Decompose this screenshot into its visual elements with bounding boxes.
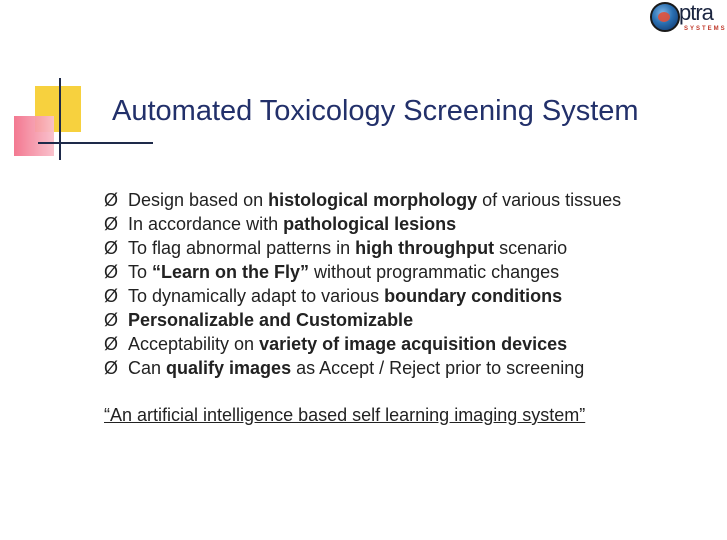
bullet-item — [104, 212, 621, 236]
logo-text: ptra — [679, 0, 713, 25]
bullet-emphasis: boundary conditions — [384, 286, 563, 306]
bullet-item — [104, 308, 621, 332]
arrow-bullet-icon: Ø — [104, 190, 119, 210]
slide-quote: “An artificial intelligence based self learning imaging system” — [104, 405, 586, 425]
arrow-bullet-icon: Ø — [104, 286, 119, 306]
bullet-text: Can — [128, 358, 167, 378]
bullet-text: To flag abnormal patterns in — [128, 238, 356, 258]
bullet-text: Acceptability on — [128, 334, 260, 354]
bullet-item — [104, 188, 621, 212]
arrow-bullet-icon: Ø — [104, 358, 119, 378]
bullet-text: In accordance with — [128, 214, 284, 234]
bullet-text: scenario — [494, 238, 568, 258]
bullet-emphasis: variety of image acquisition devices — [259, 334, 568, 354]
bullet-emphasis: qualify images — [166, 358, 292, 378]
bullet-list — [104, 188, 621, 380]
bullet-emphasis: pathological lesions — [283, 214, 457, 234]
decorative-pink-square-fade — [14, 116, 54, 156]
bullet-emphasis: high throughput — [355, 238, 495, 258]
arrow-bullet-icon: Ø — [104, 262, 119, 282]
bullet-item — [104, 356, 621, 380]
bullet-item — [104, 260, 621, 284]
arrow-bullet-icon: Ø — [104, 238, 119, 258]
bullet-item — [104, 332, 621, 356]
globe-logo-core — [658, 12, 670, 22]
bullet-emphasis: “Learn on the Fly” — [152, 262, 310, 282]
decorative-vertical-line — [59, 78, 61, 160]
bullet-item — [104, 236, 621, 260]
arrow-bullet-icon: Ø — [104, 334, 119, 354]
arrow-bullet-icon: Ø — [104, 310, 119, 330]
bullet-text: To — [128, 262, 153, 282]
slide-title: Automated Toxicology Screening System — [112, 95, 639, 127]
company-logo — [644, 0, 727, 40]
logo-subtext: SYSTEMS — [684, 26, 727, 32]
bullet-item — [104, 284, 621, 308]
bullet-emphasis: histological morphology — [268, 190, 478, 210]
bullet-text: without programmatic changes — [309, 262, 560, 282]
bullet-text: To dynamically adapt to various — [128, 286, 385, 306]
decorative-horizontal-line — [38, 142, 153, 144]
bullet-text: as Accept / Reject prior to screening — [291, 358, 585, 378]
bullet-text: Design based on — [128, 190, 269, 210]
bullet-emphasis: Personalizable and Customizable — [128, 310, 414, 330]
arrow-bullet-icon: Ø — [104, 214, 119, 234]
bullet-text: of various tissues — [477, 190, 622, 210]
